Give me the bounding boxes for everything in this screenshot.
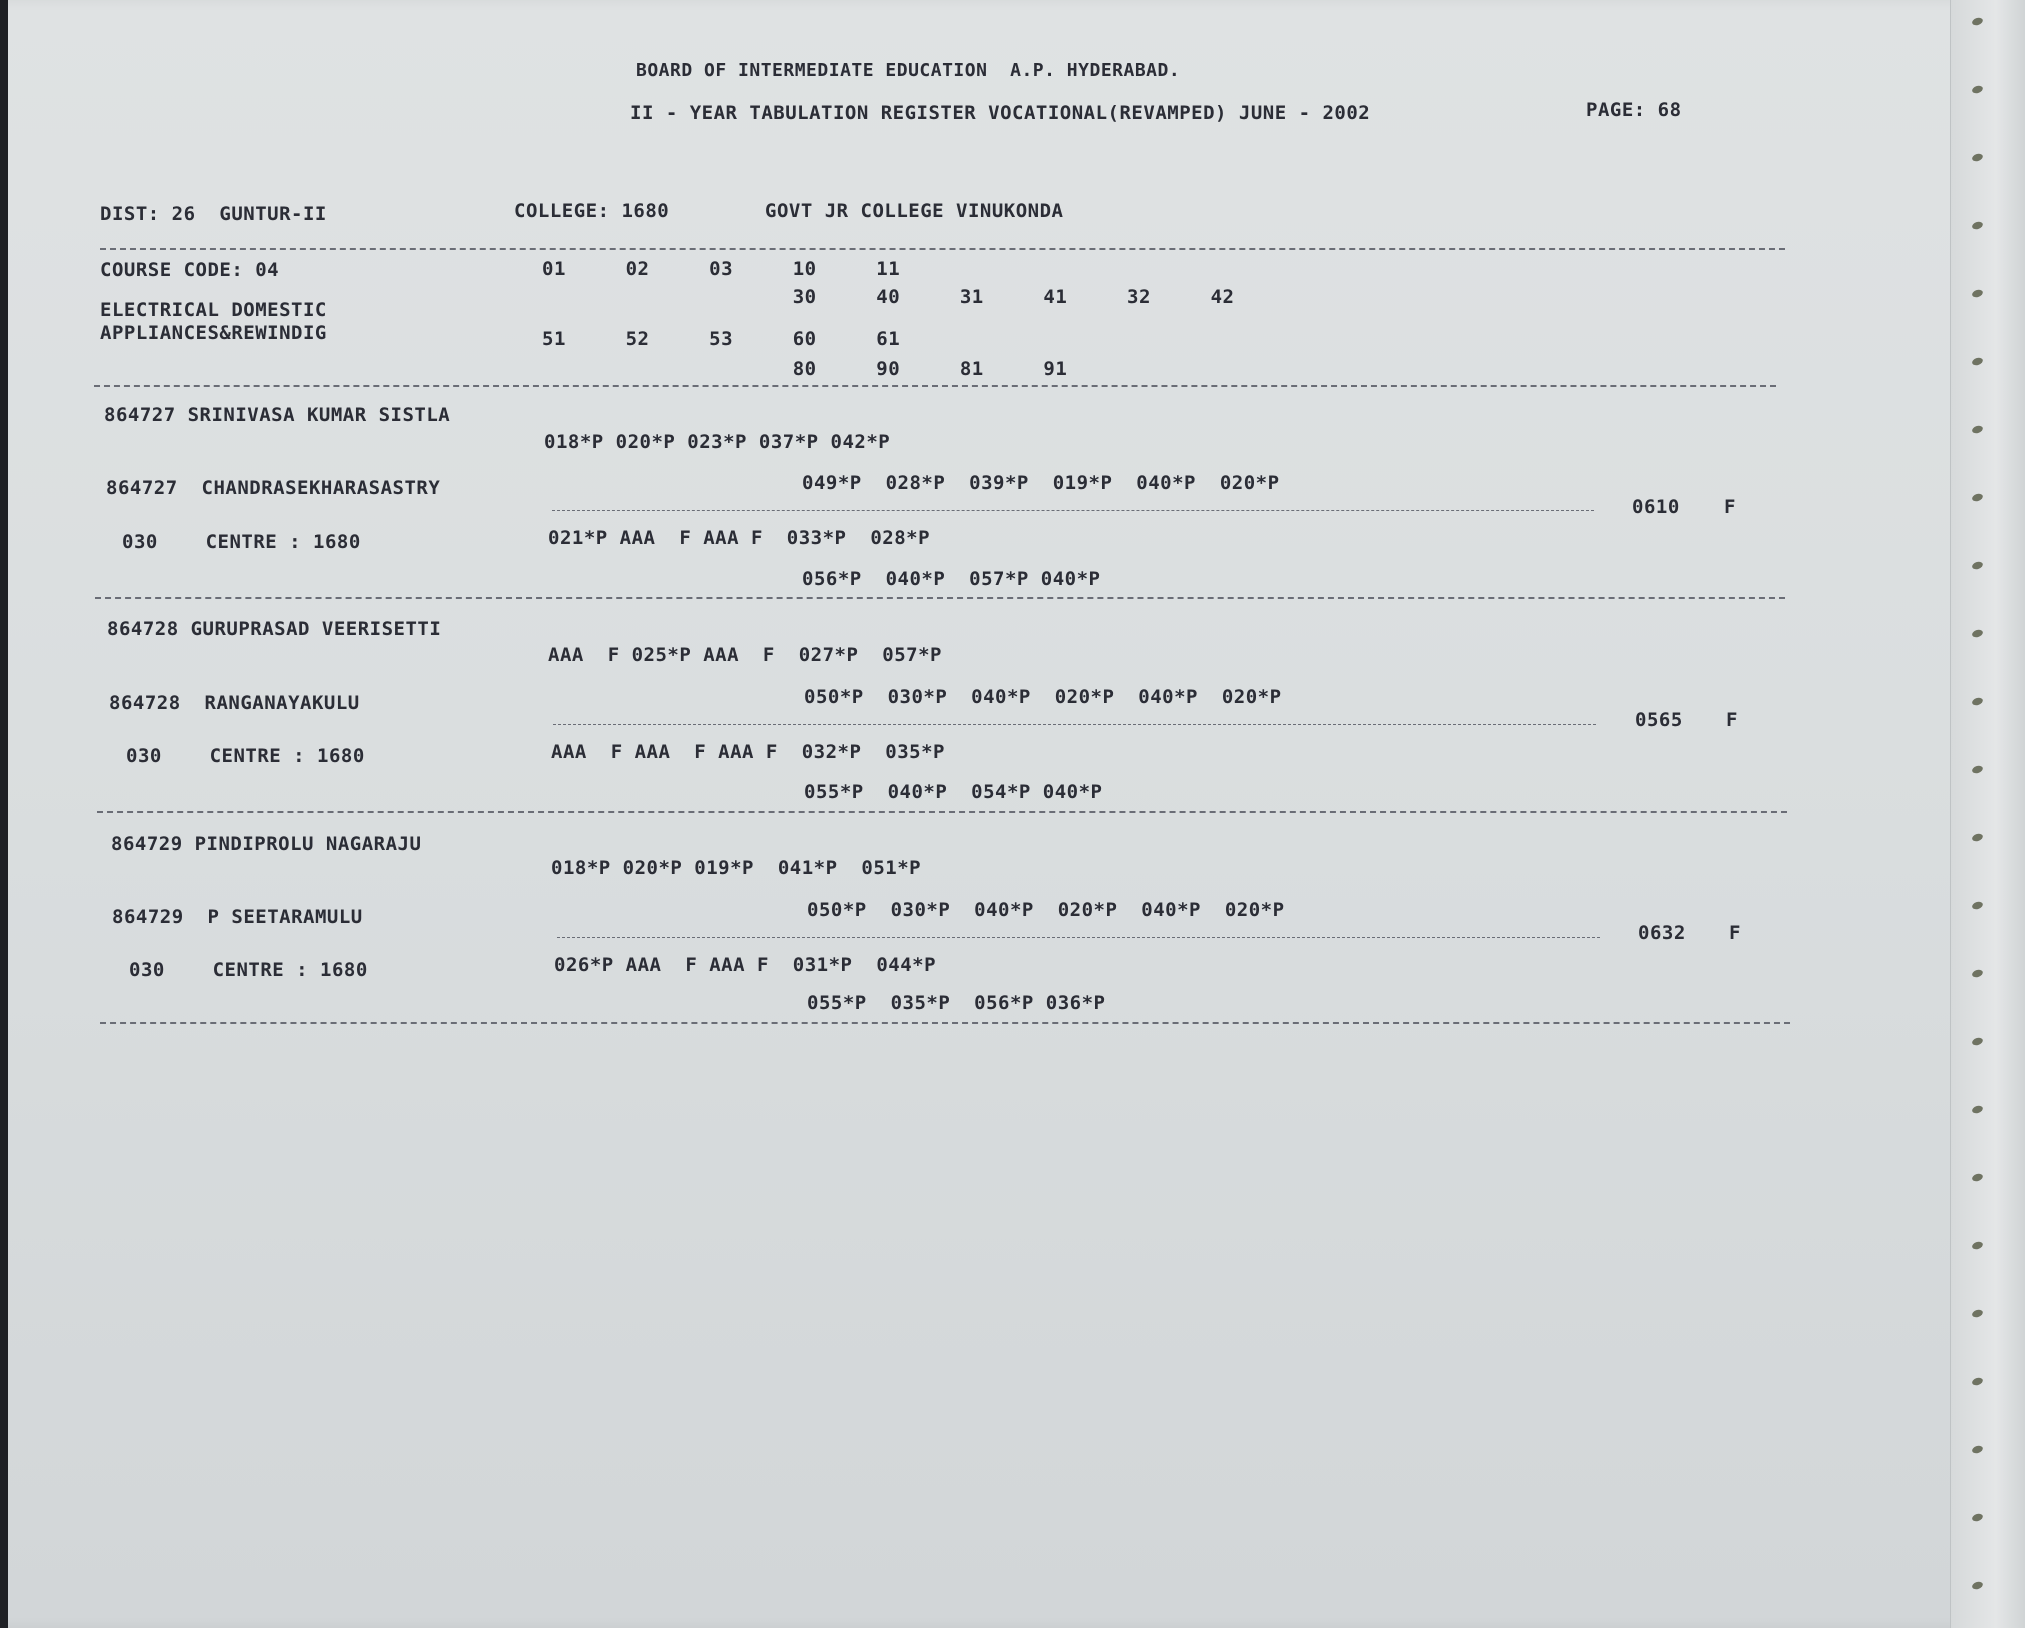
college-code: COLLEGE: 1680 (514, 200, 670, 222)
student-marks-line: 049*P 028*P 039*P 019*P 040*P 020*P (802, 472, 1280, 494)
register-title: BOARD OF INTERMEDIATE EDUCATION A.P. HYDERABAD. (636, 60, 1181, 81)
student-divider (97, 811, 1787, 813)
perforated-margin (1950, 0, 2025, 1628)
subject-codes-row: 80 90 81 91 (542, 358, 1068, 380)
page-number: PAGE: 68 (1586, 99, 1682, 121)
student-marks-line: AAA F 025*P AAA F 027*P 057*P (548, 644, 942, 666)
college-name: GOVT JR COLLEGE VINUKONDA (765, 200, 1064, 222)
student-marks-line: 050*P 030*P 040*P 020*P 040*P 020*P (807, 899, 1285, 921)
marks-divider (553, 724, 1596, 725)
student-marks-line: 050*P 030*P 040*P 020*P 040*P 020*P (804, 686, 1282, 708)
student-marks-line: 055*P 040*P 054*P 040*P (804, 781, 1103, 803)
student-result: F (1729, 922, 1741, 944)
student-marks-line: 018*P 020*P 019*P 041*P 051*P (551, 857, 922, 879)
student-marks-line: 056*P 040*P 057*P 040*P (802, 568, 1101, 590)
student-result: F (1724, 496, 1736, 518)
subject-codes-row: 51 52 53 60 61 (542, 328, 901, 350)
student-centre-line: 030 CENTRE : 1680 (126, 745, 365, 767)
course-name-line2: APPLIANCES&REWINDIG (100, 322, 327, 344)
student-name-line: 864727 SRINIVASA KUMAR SISTLA (104, 404, 451, 426)
student-centre-line: 030 CENTRE : 1680 (129, 959, 368, 981)
page-binding-edge (0, 0, 8, 1628)
student-name-line: 864729 PINDIPROLU NAGARAJU (111, 833, 422, 855)
student-centre-line: 030 CENTRE : 1680 (122, 531, 361, 553)
course-code: COURSE CODE: 04 (100, 259, 280, 281)
subject-codes-row: 30 40 31 41 32 42 (542, 286, 1235, 308)
student-marks-line: AAA F AAA F AAA F 032*P 035*P (551, 741, 945, 763)
marks-divider (552, 510, 1594, 511)
marks-divider (557, 937, 1600, 938)
district-label: DIST: 26 GUNTUR-II (100, 203, 327, 225)
student-name-line: 864728 GURUPRASAD VEERISETTI (107, 618, 442, 640)
subject-codes-row: 01 02 03 10 11 (542, 258, 901, 280)
student-marks-line: 021*P AAA F AAA F 033*P 028*P (548, 527, 931, 549)
student-marks-line: 018*P 020*P 023*P 037*P 042*P (544, 431, 891, 453)
student-result: F (1726, 709, 1738, 731)
student-total: 0632 (1638, 922, 1686, 944)
student-total: 0610 (1632, 496, 1680, 518)
student-parent-line: 864727 CHANDRASEKHARASASTRY (106, 477, 441, 499)
student-marks-line: 026*P AAA F AAA F 031*P 044*P (554, 954, 937, 976)
course-name-line1: ELECTRICAL DOMESTIC (100, 299, 327, 321)
register-subtitle: II - YEAR TABULATION REGISTER VOCATIONAL(REVAMPED) JUNE - 2002 (630, 102, 1371, 124)
student-marks-line: 055*P 035*P 056*P 036*P (807, 992, 1106, 1014)
student-total: 0565 (1635, 709, 1683, 731)
student-divider (100, 1022, 1790, 1024)
student-parent-line: 864729 P SEETARAMULU (112, 906, 363, 928)
header-divider (100, 248, 1785, 250)
course-divider (94, 385, 1776, 387)
student-divider (95, 597, 1785, 599)
student-parent-line: 864728 RANGANAYAKULU (109, 692, 360, 714)
